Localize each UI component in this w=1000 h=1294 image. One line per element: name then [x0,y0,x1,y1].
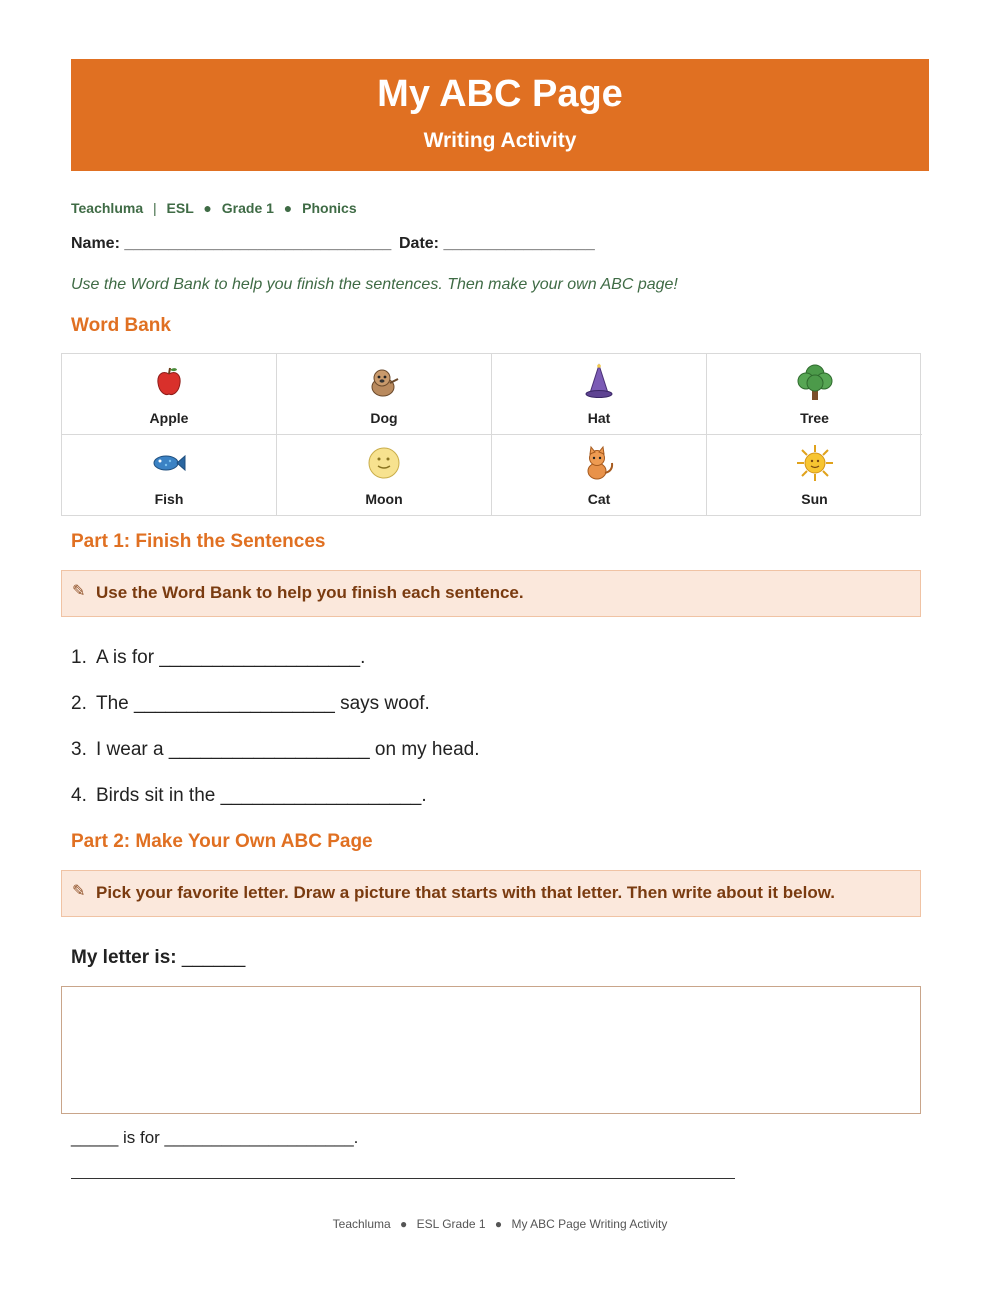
sentence-text: I wear a ___________________ on my head. [96,739,480,760]
subject-label: ESL [166,200,194,216]
word-bank-cell-moon [277,435,492,516]
is-for-line[interactable]: _____ is for ____________________. [71,1128,359,1147]
title-banner [71,59,929,171]
name-date-fields [71,235,595,253]
publisher-name: Teachluma [71,200,144,216]
pencil-icon: ✎ [72,883,86,900]
page-subtitle: Writing Activity [423,129,577,152]
instructions: Use the Word Bank to help you finish the sentences. Then make your own ABC page! [71,276,678,293]
my-letter-blank[interactable]: ______ [181,947,246,968]
bullet-dot: ● [283,200,293,216]
bullet-dot: ● [494,1217,503,1231]
grade-label: Grade 1 [221,200,274,216]
fish-icon [62,443,276,483]
sentence-number: 3. [71,739,87,760]
sentence-number: 4. [71,785,87,806]
word-bank-cell-cat [492,435,707,516]
meta-separator: | [153,200,157,216]
sentence-item[interactable] [71,785,427,807]
footer-publisher: Teachluma [332,1217,391,1231]
apple-icon [62,362,276,402]
part1-tip-box [61,570,921,617]
word-bank-table [61,353,921,516]
sentence-text: Birds sit in the ___________________. [96,785,427,806]
word-label: Hat [587,410,611,426]
word-bank-heading: Word Bank [71,315,171,336]
pencil-icon: ✎ [72,583,86,600]
dog-icon [277,362,491,402]
topic-label: Phonics [302,200,357,216]
part2-heading: Part 2: Make Your Own ABC Page [71,831,373,852]
my-letter-line[interactable] [71,947,245,969]
bullet-dot: ● [400,1217,408,1231]
word-bank-cell-fish [62,435,277,516]
sentence-item[interactable] [71,647,365,669]
word-bank-cell-tree [707,354,922,435]
worksheet-meta [71,200,357,216]
sentence-item[interactable] [71,739,479,761]
sentence-text: The ___________________ says woof. [96,693,430,714]
word-label: Moon [365,491,403,507]
footer-title: My ABC Page Writing Activity [511,1217,668,1231]
tree-icon [707,362,922,402]
part2-tip-text: Pick your favorite letter. Draw a picture that starts with that letter. Then write about it below. [96,883,836,902]
page-footer [0,1217,1000,1231]
word-bank-cell-hat [492,354,707,435]
word-bank-cell-sun [707,435,922,516]
word-label: Tree [800,410,829,426]
sentence-text: A is for ___________________. [96,647,366,668]
name-field[interactable]: Name: ______________________________ [71,235,392,252]
writing-line[interactable] [71,1178,735,1179]
sentence-number: 2. [71,693,87,714]
word-bank-cell-apple [62,354,277,435]
moon-icon [277,443,491,483]
hat-icon [492,362,706,402]
word-label: Dog [370,410,398,426]
sentence-item[interactable] [71,693,430,715]
word-label: Sun [801,491,828,507]
date-field[interactable]: Date: _________________ [399,235,595,252]
part1-tip-text: Use the Word Bank to help you finish each sentence. [96,583,524,602]
sentence-number: 1. [71,647,87,668]
sun-icon [707,443,922,483]
part2-tip-box [61,870,921,917]
word-label: Cat [587,491,611,507]
my-letter-label: My letter is: [71,947,177,968]
cat-icon [492,443,706,483]
word-bank-cell-dog [277,354,492,435]
page-title: My ABC Page [377,73,623,115]
part1-heading: Part 1: Finish the Sentences [71,531,326,552]
footer-course: ESL Grade 1 [416,1217,486,1231]
word-label: Apple [149,410,189,426]
drawing-box[interactable] [61,986,921,1114]
word-label: Fish [154,491,184,507]
bullet-dot: ● [203,200,212,216]
